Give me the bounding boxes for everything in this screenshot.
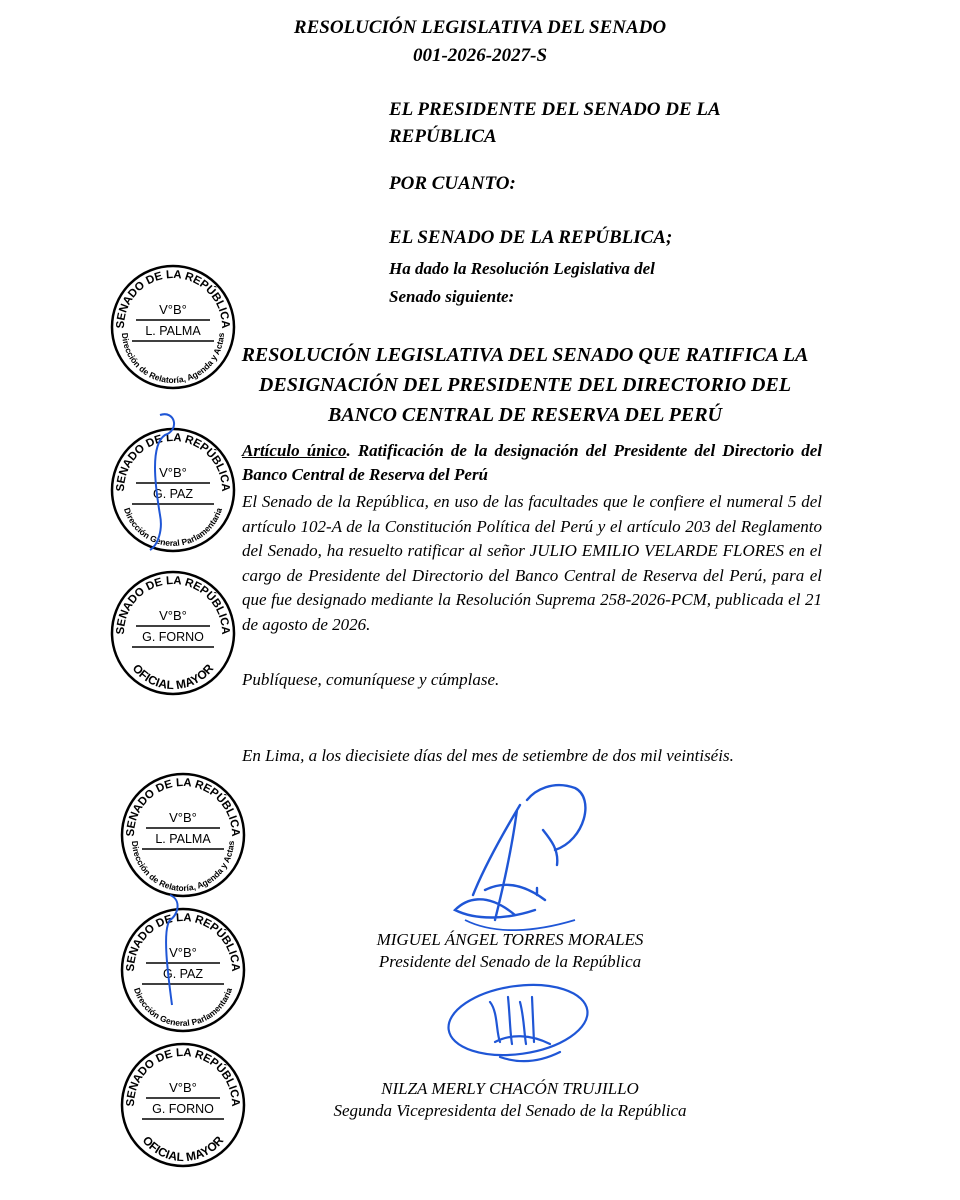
president-heading-line2: REPÚBLICA <box>389 126 497 147</box>
seal-top-text: SENADO DE LA REPÚBLICA <box>124 911 242 972</box>
seal-name-text: G. PAZ <box>152 487 194 501</box>
stamp-initial-stroke-1 <box>130 405 190 555</box>
article-body: El Senado de la República, en uso de las facultades que le confiere el numeral 5 del artículo 102-A de la Constitución Política del Perú y el artículo 203 del Reglamento del Senado, ha resuelto ratificar al señor JULIO EMILIO VELARDE FLORES en el cargo de Presidente del Directorio del Banco Central de Reserva del Perú, para el que fue designado mediante la Resolución Suprema 258-2026-PCM, publicada el 21 de agosto de 2026. <box>242 492 822 634</box>
seal-bottom-text: Dirección General Parlamentaria <box>121 506 224 549</box>
seal-graphic <box>108 262 238 392</box>
resolution-title-line3: BANCO CENTRAL DE RESERVA DEL PERÚ <box>328 404 722 426</box>
seal-vb-text: V°B° <box>169 1080 197 1095</box>
resolution-title-line2: DESIGNACIÓN DEL PRESIDENTE DEL DIRECTORIO DEL <box>258 374 792 396</box>
resolution-type-heading: RESOLUCIÓN LEGISLATIVA DEL SENADO <box>293 17 667 38</box>
seal-name-text: L. PALMA <box>155 832 211 846</box>
stamp-forno-bottom <box>118 1040 248 1170</box>
dado-line1: Ha dado la Resolución Legislativa del <box>389 259 655 278</box>
president-heading-line1: EL PRESIDENTE DEL SENADO DE LA <box>389 99 721 120</box>
article-label: Artículo único <box>242 441 347 460</box>
article-heading <box>242 439 822 487</box>
stamp-palma-top <box>108 262 238 392</box>
seal-top-text: SENADO DE LA REPÚBLICA <box>114 431 232 492</box>
seal-vb-text: V°B° <box>169 810 197 825</box>
signatory-2-name: NILZA MERLY CHACÓN TRUJILLO <box>381 1079 639 1098</box>
seal-name-text: G. FORNO <box>142 630 204 644</box>
seal-vb-text: V°B° <box>159 302 187 317</box>
por-cuanto-heading: POR CUANTO: <box>389 173 516 194</box>
resolution-title-line1: RESOLUCIÓN LEGISLATIVA DEL SENADO QUE RATIFICA LA <box>241 344 809 366</box>
stamp-forno-top <box>108 568 238 698</box>
seal-vb-text: V°B° <box>159 465 187 480</box>
seal-top-text: SENADO DE LA REPÚBLICA <box>114 574 232 635</box>
article-heading-text: . Ratificación de la designación del Presidente del Directorio del Banco Central de Reserva del Perú <box>242 441 822 484</box>
seal-top-text: SENADO DE LA REPÚBLICA <box>114 268 232 329</box>
seal-bottom-text: Dirección de Relatoría, Agenda y Actas <box>129 840 237 894</box>
resolution-number: 001-2026-2027-S <box>412 45 548 66</box>
seal-bottom-text: OFICIAL MAYOR <box>139 1133 227 1165</box>
seal-top-text: SENADO DE LA REPÚBLICA <box>124 1046 242 1107</box>
seal-name-text: L. PALMA <box>145 324 201 338</box>
seal-graphic <box>118 770 248 900</box>
signatory-2-title: Segunda Vicepresidenta del Senado de la República <box>333 1101 687 1120</box>
seal-top-text: SENADO DE LA REPÚBLICA <box>124 776 242 837</box>
signature-2-drawing <box>440 972 600 1082</box>
seal-name-text: G. PAZ <box>162 967 204 981</box>
seal-vb-text: V°B° <box>169 945 197 960</box>
date-line: En Lima, a los diecisiete días del mes de setiembre de dos mil veintiséis. <box>242 746 734 765</box>
seal-bottom-text: OFICIAL MAYOR <box>129 661 217 693</box>
stamp-initial-stroke-2 <box>140 885 200 1025</box>
dado-line2: Senado siguiente: <box>389 287 515 306</box>
seal-name-text: G. FORNO <box>152 1102 214 1116</box>
closing-formula: Publíquese, comuníquese y cúmplase. <box>242 670 500 689</box>
signature-1-drawing <box>425 770 605 950</box>
seal-bottom-text: Dirección General Parlamentaria <box>131 986 234 1029</box>
senado-heading: EL SENADO DE LA REPÚBLICA; <box>389 227 673 248</box>
signatory-1-name: MIGUEL ÁNGEL TORRES MORALES <box>376 930 644 949</box>
seal-vb-text: V°B° <box>159 608 187 623</box>
stamp-palma-bottom <box>118 770 248 900</box>
seal-bottom-text: Dirección de Relatoría, Agenda y Actas <box>119 332 227 386</box>
seal-graphic <box>118 1040 248 1170</box>
signatory-1-title: Presidente del Senado de la República <box>378 952 642 971</box>
seal-graphic <box>108 568 238 698</box>
